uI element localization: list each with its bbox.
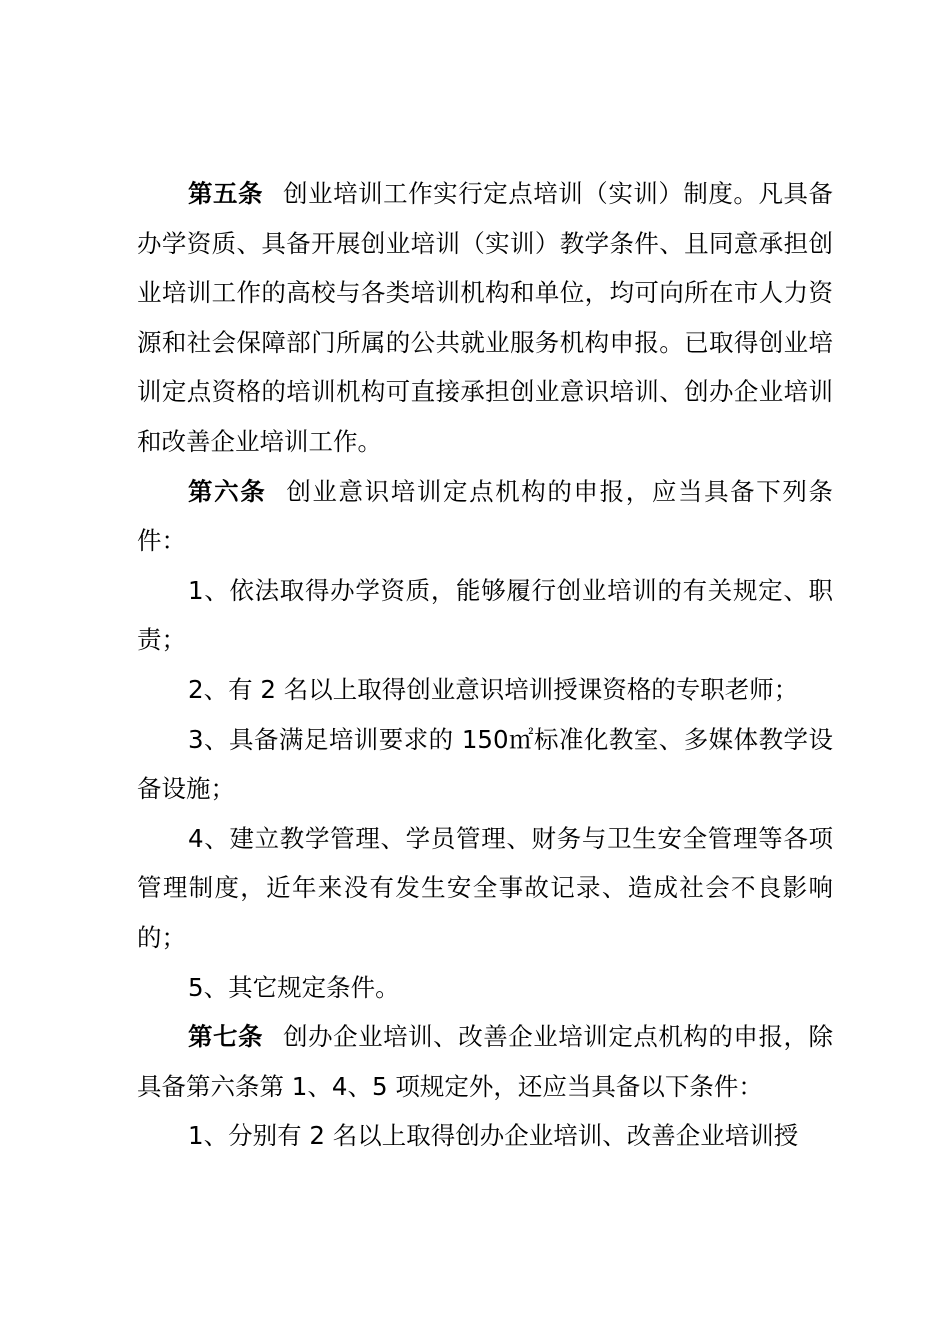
article-5 [137, 169, 833, 467]
article-6-item-1: 1、依法取得办学资质，能够履行创业培训的有关规定、职责； [137, 575, 833, 655]
article-7 [137, 1012, 833, 1111]
article-6-item-2: 2、有 2 名以上取得创业意识培训授课资格的专职老师； [188, 674, 799, 704]
article-7-heading: 第七条 [188, 1022, 264, 1052]
article-5-heading: 第五条 [188, 179, 264, 208]
article-6 [137, 467, 833, 566]
article-6-item-5: 5、其它规定条件。 [188, 972, 400, 1002]
article-6-heading: 第六条 [188, 476, 267, 506]
article-6-item-4: 4、建立教学管理、学员管理、财务与卫生安全管理等各项管理制度，近年来没有发生安全事故记录、造成社会不良影响的； [137, 823, 833, 952]
article-6-text: 创业意识培训定点机构的申报，应当具备下列条件： [137, 476, 833, 556]
article-5-text: 创业培训工作实行定点培训（实训）制度。凡具备办学资质、具备开展创业培训（实训）教学条件、且同意承担创业培训工作的高校与各类培训机构和单位，均可向所在市人力资源和社会保障部门所属的公共就业服务机构申报。已取得创业培训定点资格的培训机构可直接承担创业意识培训、创办企业培训和改善企业培训工作。 [137, 179, 833, 456]
article-6-item-3: 3、具备满足培训要求的 150㎡标准化教室、多媒体教学设备设施； [137, 724, 833, 804]
article-7-text: 创办企业培训、改善企业培训定点机构的申报，除具备第六条第 1、4、5 项规定外，还应当具备以下条件： [137, 1022, 833, 1101]
article-7-item-1: 1、分别有 2 名以上取得创办企业培训、改善企业培训授 [188, 1121, 799, 1151]
document-body [137, 169, 833, 1161]
